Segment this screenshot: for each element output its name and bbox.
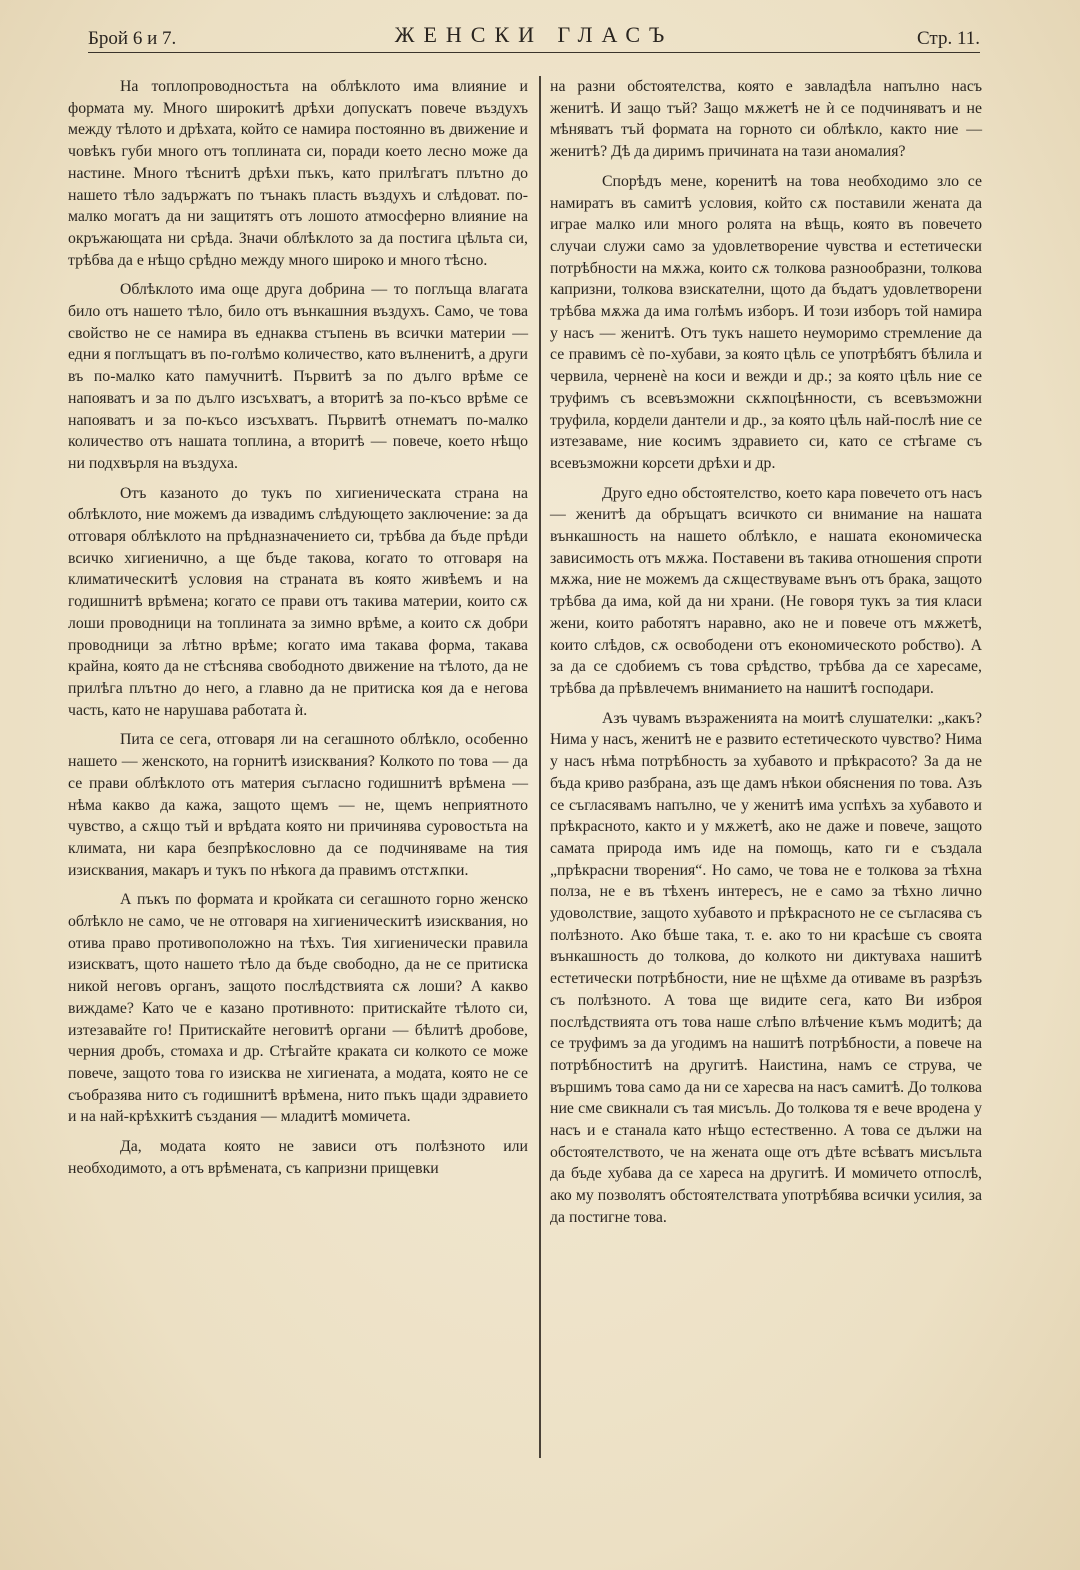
newspaper-title: ЖЕНСКИ ГЛАСЪ: [394, 22, 674, 47]
page-number: Стр. 11.: [916, 28, 980, 49]
paragraph: на разни обстоятелства, която е завладѣла напълно насъ женитѣ. И защо тъй? Защо мѫжетѣ не ѝ се подчиняватъ и не мѣняватъ тъй формата на горното си облѣкло, както ние — женитѣ? Дѣ да диримъ причината на тази аномалия?: [550, 78, 982, 161]
paragraph: На топлопроводностьта на облѣклото има влияние и формата му. Много широкитѣ дрѣхи допускатъ повече въздухъ между тѣлото и дрѣхата, който се намира постоянно въ движение и човѣкъ губи много отъ топлината си, поради което лесно може да настине. Много тѣснитѣ дрѣхи пъкъ, като прилѣгатъ плътно до нашето тѣло задържатъ по тънакъ пласть въздухъ и слѣдоват. по-малко могатъ да ни защитятъ отъ лошото атмосферно влияние на окръжающата ни срѣда. Значи облѣклото за да постига цѣльта си, трѣбва да е нѣщо срѣдно между много широко и много тѣсно.: [68, 78, 528, 269]
paragraph: Отъ казаното до тукъ по хигиеническата страна на облѣклото, ние можемъ да извадимъ слѣдующето заключение: за да отговаря облѣклото на прѣдназначението си, трѣбва да бъде прѣди всичко хигиенично, а ще бъде такова, когато то отговаря на климатическитѣ условия на страната въ която живѣемъ и на годишнитѣ врѣмена; когато се прави отъ такива материи, които сѫ лоши проводници на топлината за зимно врѣме, а които сѫ добри проводници за лѣтно врѣме; когато има такава форма, такава крайна, която да не стѣснява свободното движение на тѣлото, да не прилѣга плътно до него, а главно да не притиска коя да е негова часть, като не нарушава работата ѝ.: [68, 484, 528, 719]
paragraph: А пъкъ по формата и кройката си сегашното горно женско облѣкло не само, че не отговаря на хигиеническитѣ изисквания, но отива право противоположно на тѣхъ. Тия хигиенически правила изискватъ, щото нашето тѣло да бъде свободно, да не се притиска никой неговъ органъ, защото послѣдствията сѫ лоши? А какво виждаме? Като че е казано противното: притискайте тѣлото си, изтезавайте го! Притискайте неговитѣ органи — бѣлитѣ дробове, черния дробъ, стомаха и др. Стѣгайте краката си колкото се може повече, защото това го изисква не хигиената, а модата, която не се съобразява нито съ годишнитѣ врѣмена, нито пъкъ щади здравието и на най-крѣхкитѣ създания — младитѣ момичета.: [68, 891, 528, 1126]
left-column: [68, 76, 528, 1187]
paragraph: Пита се сега, отговаря ли на сегашното облѣкло, особенно нашето — женското, на горнитѣ изисквания? Колкото по това — да се прави облѣклото отъ материя съгласно годишнитѣ врѣмена — нѣма какво да кажа, защото щемъ — не, щемъ неприятното чувство, а сѫщо тъй и врѣдата която ни причинява суровостьта на климата, ни кара безпрѣкословно да се подчиняваме на тия изисквания, макаръ и тукъ по нѣкога да правимъ отстѫпки.: [68, 731, 528, 879]
paragraph: Азъ чувамъ възраженията на моитѣ слушателки: „какъ? Нима у насъ, женитѣ не е развито естетическото чувство? Нима у насъ нѣма потрѣбность за хубавото и прѣкрасото? За да не бъда криво разбрана, азъ ще дамъ нѣкои обяснения по това. Азъ се съгласявамъ напълно, че у женитѣ има успѣхъ за хубавото и прѣкрасното, както и у мѫжетѣ, ако не даже и повече, защото самата природа имъ иде на помощь, като ги е създала „прѣкрасни творения“. Но само, че това не е толкова за тѣхна полза, не е въ тѣхенъ интересъ, не е само за тѣхно лично удоволствие, защото хубавото и прѣкрасното не се съгласява съ полѣзното. Ако бѣше така, т. е. ако то ни красѣше съ своята вънкашность до толкова, до колкото ни диктуваха нашитѣ естетически потрѣбности, ние не щѣхме да отиваме въ разрѣзъ съ полѣзното. А това ще видите сега, като Ви изброя послѣдствията отъ това наше слѣпо влѣчение къмъ модитѣ; да се труфимъ за да угодимъ на нашитѣ потрѣбности, а повече на потрѣбноститѣ на другитѣ. Наистина, намъ се струва, че вършимъ това само да ни се харесва на насъ самитѣ. До толкова ние сме свикнали съ тая мисъль. До толкова тя е вече вродена у насъ и е станала като нѣщо естественно. А това се дължи на обстоятелството, че на жената още отъ дѣте всѣватъ мисъльта да бъде хубава да се хареса на другитѣ. И момичето отпослѣ, ако му позволятъ обстоятелствата употрѣбява всички усилия, за да постигне това.: [550, 709, 982, 1226]
right-column: [550, 76, 982, 1237]
paragraph: Да, модата която не зависи отъ полѣзното или необходимото, а отъ врѣмената, съ капризни прищевки: [68, 1138, 528, 1177]
paragraph: Друго едно обстоятелство, което кара повечето отъ насъ — женитѣ да обръщатъ всичкото си внимание на нашата вънкашность на нашето облѣкло, е нашата економическа зависимость отъ мѫжа. Поставени въ такива отношения спроти мѫжа, ние не можемъ да сѫществуваме вънъ отъ брака, защото трѣбва да има, кой да ни храни. (Не говоря тукъ за тия класи жени, които работятъ наравно, ако не и повече отъ мѫжетѣ, които слѣдов, сѫ освободени отъ економическото робство). А за да се сдобиемъ съ това срѣдство, трѣбва да се харесаме, трѣбва да прѣвлечемъ вниманието на нашитѣ господари.: [550, 484, 982, 697]
paragraph: Облѣклото има още друга добрина — то поглъща влагата било отъ нашето тѣло, било отъ вънкашния въздухъ. Само, че това свойство не се намира въ еднаква стъпень въ всички материи — едни я поглъщатъ въ по-голѣмо количество, като вълненитѣ, а други въ по-малко като памучнитѣ. Първитѣ за по дълго врѣме се напояватъ и за по дълго изсъхватъ, а вторитѣ за по-късо врѣме се напояватъ и за по-късо изсъхватъ. Първитѣ отнематъ по-малко количество отъ нашата топлина, а вторитѣ — повече, което нѣщо ни подхвърля на въздуха.: [68, 281, 528, 472]
paragraph: Спорѣдъ мене, коренитѣ на това необходимо зло се намиратъ въ самитѣ условия, който сѫ поставили жената да играе малко или много ролята на вѣщь, която въ повечето случаи служи само за удовлетворение чувства и естетически потрѣбности на мѫжа, които сѫ толкова разнообразни, толкова капризни, толкова взискателни, щото да бъдатъ удовлетворени трѣбва мѫжа да има голѣмъ изборъ. И този изборъ той намира у насъ — женитѣ. Отъ тукъ нашето неуморимо стремление да се правимъ сѐ по-хубави, за която цѣль се употрѣбятъ бѣлила и червила, черненѐ на коси и вежди и др.; за която цѣль ние се труфимъ съ всевъзможни скѫпоцѣнности, съ всевъзможни труфила, кордели дантели и др., за която цѣль най-послѣ ние се изтезаваме, ние косимъ здравието си, като се стѣгаме съ всевъзможни корсети дрѣхи и др.: [550, 172, 982, 472]
issue-number: Брой 6 и 7.: [88, 28, 177, 49]
column-divider: [539, 76, 541, 1458]
page-header: [88, 22, 980, 53]
